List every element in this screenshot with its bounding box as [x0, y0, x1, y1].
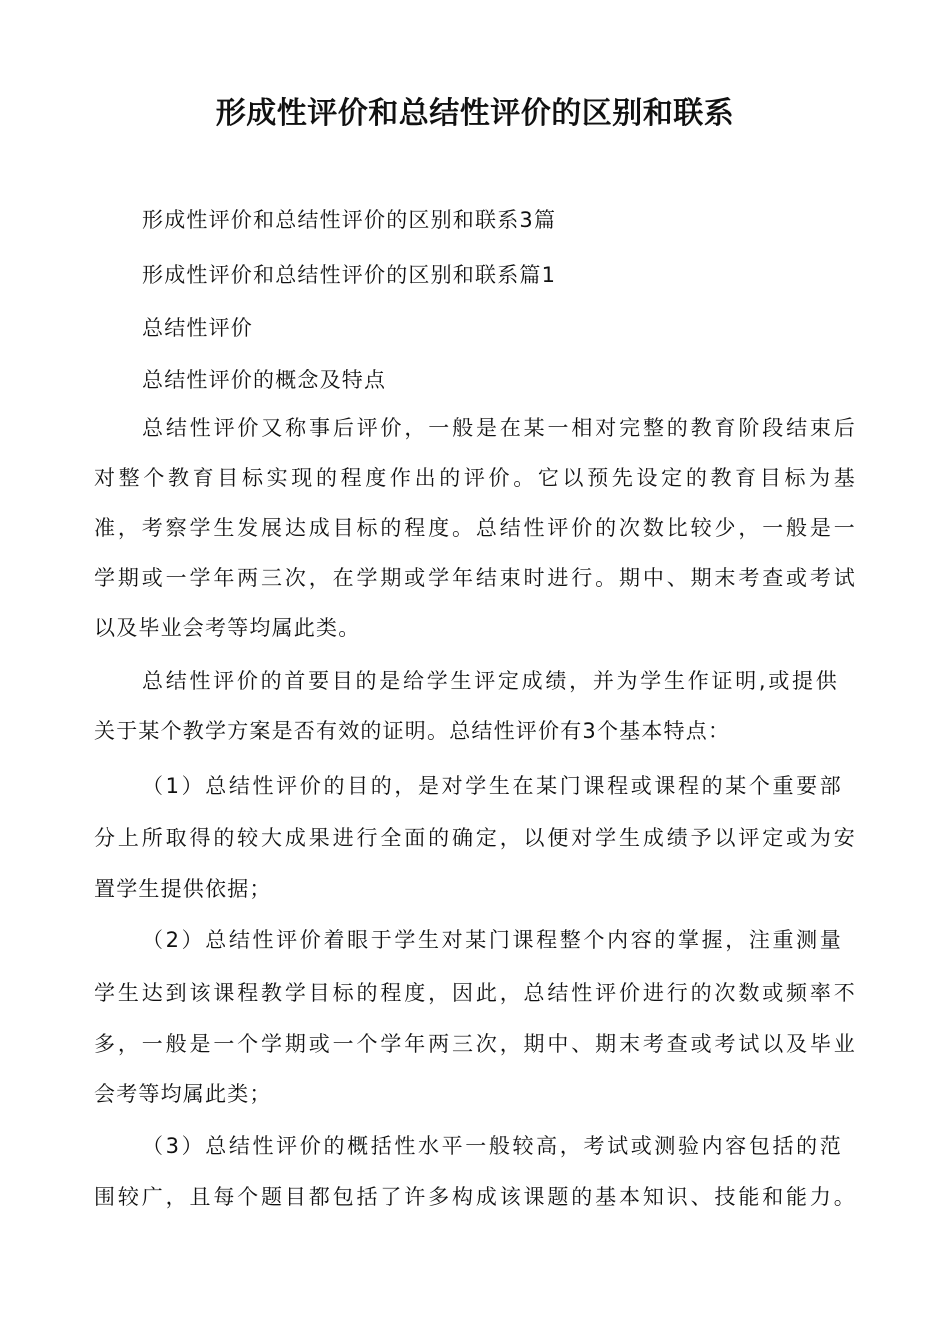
document-title: 形成性评价和总结性评价的区别和联系 — [215, 96, 735, 131]
paragraph-line: 会考等均属此类； — [94, 1082, 272, 1106]
paragraph-line: 总结性评价又称事后评价，一般是在某一相对完整的教育阶段结束后 — [142, 416, 856, 440]
section-heading: 总结性评价 — [142, 316, 253, 340]
paragraph-line: 多，一般是一个学期或一个学年两三次，期中、期末考查或考试以及毕业 — [94, 1032, 856, 1056]
paragraph-line: 学期或一学年两三次，在学期或学年结束时进行。期中、期末考查或考试 — [94, 566, 856, 590]
paragraph-line: 置学生提供依据； — [94, 877, 272, 901]
paragraph-line: （3）总结性评价的概括性水平一般较高，考试或测验内容包括的范 — [142, 1134, 842, 1158]
paragraph-line: （1）总结性评价的目的，是对学生在某门课程或课程的某个重要部 — [142, 774, 842, 798]
paragraph-line: 总结性评价的首要目的是给学生评定成绩，并为学生作证明,或提供 — [142, 669, 838, 693]
paragraph-line: 学生达到该课程教学目标的程度，因此，总结性评价进行的次数或频率不 — [94, 981, 856, 1005]
paragraph-line: （2）总结性评价着眼于学生对某门课程整个内容的掌握，注重测量 — [142, 928, 842, 952]
section-heading: 总结性评价的概念及特点 — [142, 368, 387, 392]
paragraph-line: 以及毕业会考等均属此类。 — [94, 616, 361, 640]
subtitle-line: 形成性评价和总结性评价的区别和联系3篇 — [142, 208, 557, 232]
paragraph-line: 分上所取得的较大成果进行全面的确定，以便对学生成绩予以评定或为安 — [94, 826, 856, 850]
paragraph-line: 关于某个教学方案是否有效的证明。总结性评价有3个基本特点： — [94, 719, 731, 743]
paragraph-line: 准，考察学生发展达成目标的程度。总结性评价的次数比较少，一般是一 — [94, 516, 856, 540]
paragraph-line: 围较广，且每个题目都包括了许多构成该课题的基本知识、技能和能力。 — [94, 1185, 856, 1209]
section-heading: 形成性评价和总结性评价的区别和联系篇1 — [142, 263, 557, 287]
paragraph-line: 对整个教育目标实现的程度作出的评价。它以预先设定的教育目标为基 — [94, 466, 856, 490]
